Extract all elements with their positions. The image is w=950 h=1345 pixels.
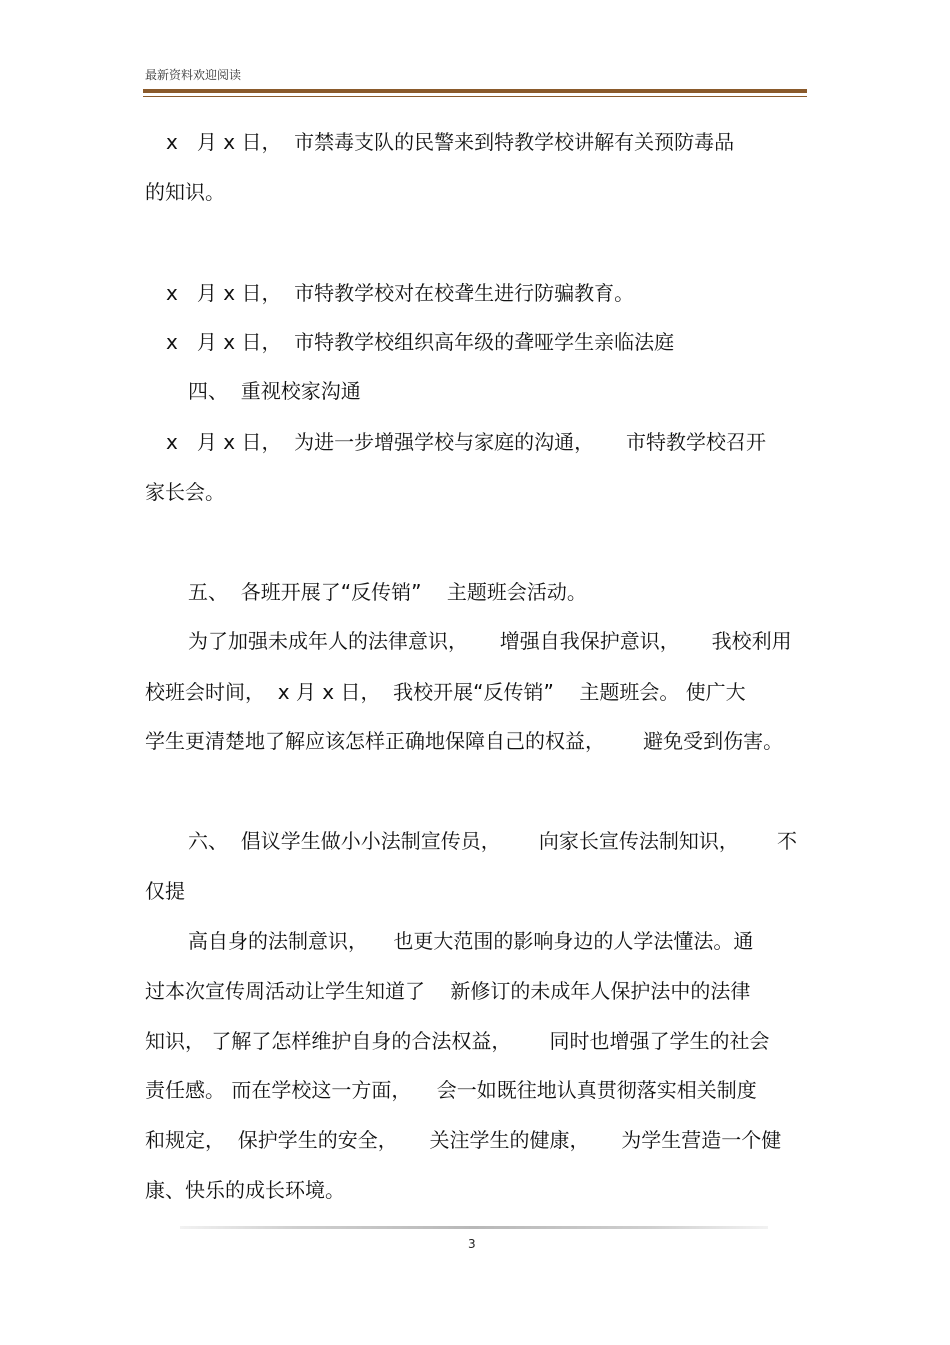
- text-line: x 月 x 日， 市禁毒支队的民警来到特教学校讲解有关预防毒品: [166, 130, 735, 154]
- text-line: 过本次宣传周活动让学生知道了 新修订的未成年人保护法中的法律: [145, 979, 751, 1003]
- footer-rule: [180, 1226, 768, 1229]
- text-line: 校班会时间， x 月 x 日， 我校开展“反传销” 主题班会。 使广大: [145, 680, 746, 704]
- text-line: 康、快乐的成长环境。: [145, 1178, 345, 1202]
- text-line: 学生更清楚地了解应该怎样正确地保障自己的权益， 避免受到伤害。: [145, 729, 784, 753]
- text-line: 仅提: [145, 879, 185, 903]
- header-rule-thin: [143, 96, 807, 97]
- page-header-text: 最新资料欢迎阅读: [145, 68, 242, 82]
- section-heading: 五、 各班开展了“反传销” 主题班会活动。: [188, 580, 587, 604]
- page-number: 3: [468, 1237, 476, 1251]
- text-line: 高自身的法制意识， 也更大范围的影响身边的人学法懂法。通: [188, 929, 754, 953]
- section-heading: 四、 重视校家沟通: [188, 379, 361, 403]
- text-line: 的知识。: [145, 180, 225, 204]
- text-line: 家长会。: [145, 480, 225, 504]
- header-rule-thick: [143, 89, 807, 93]
- text-line: 和规定， 保护学生的安全， 关注学生的健康， 为学生营造一个健: [145, 1128, 782, 1152]
- text-line: x 月 x 日， 市特教学校对在校聋生进行防骗教育。: [166, 281, 635, 305]
- text-line: 知识， 了解了怎样维护自身的合法权益， 同时也增强了学生的社会: [145, 1029, 770, 1053]
- text-line: 为了加强未成年人的法律意识， 增强自我保护意识， 我校利用: [188, 629, 792, 653]
- text-line: x 月 x 日， 市特教学校组织高年级的聋哑学生亲临法庭: [166, 330, 675, 354]
- text-line: 责任感。 而在学校这一方面， 会一如既往地认真贯彻落实相关制度: [145, 1078, 757, 1102]
- text-line: x 月 x 日， 为进一步增强学校与家庭的沟通， 市特教学校召开: [166, 430, 766, 454]
- section-heading: 六、 倡议学生做小小法制宣传员， 向家长宣传法制知识， 不: [188, 829, 798, 853]
